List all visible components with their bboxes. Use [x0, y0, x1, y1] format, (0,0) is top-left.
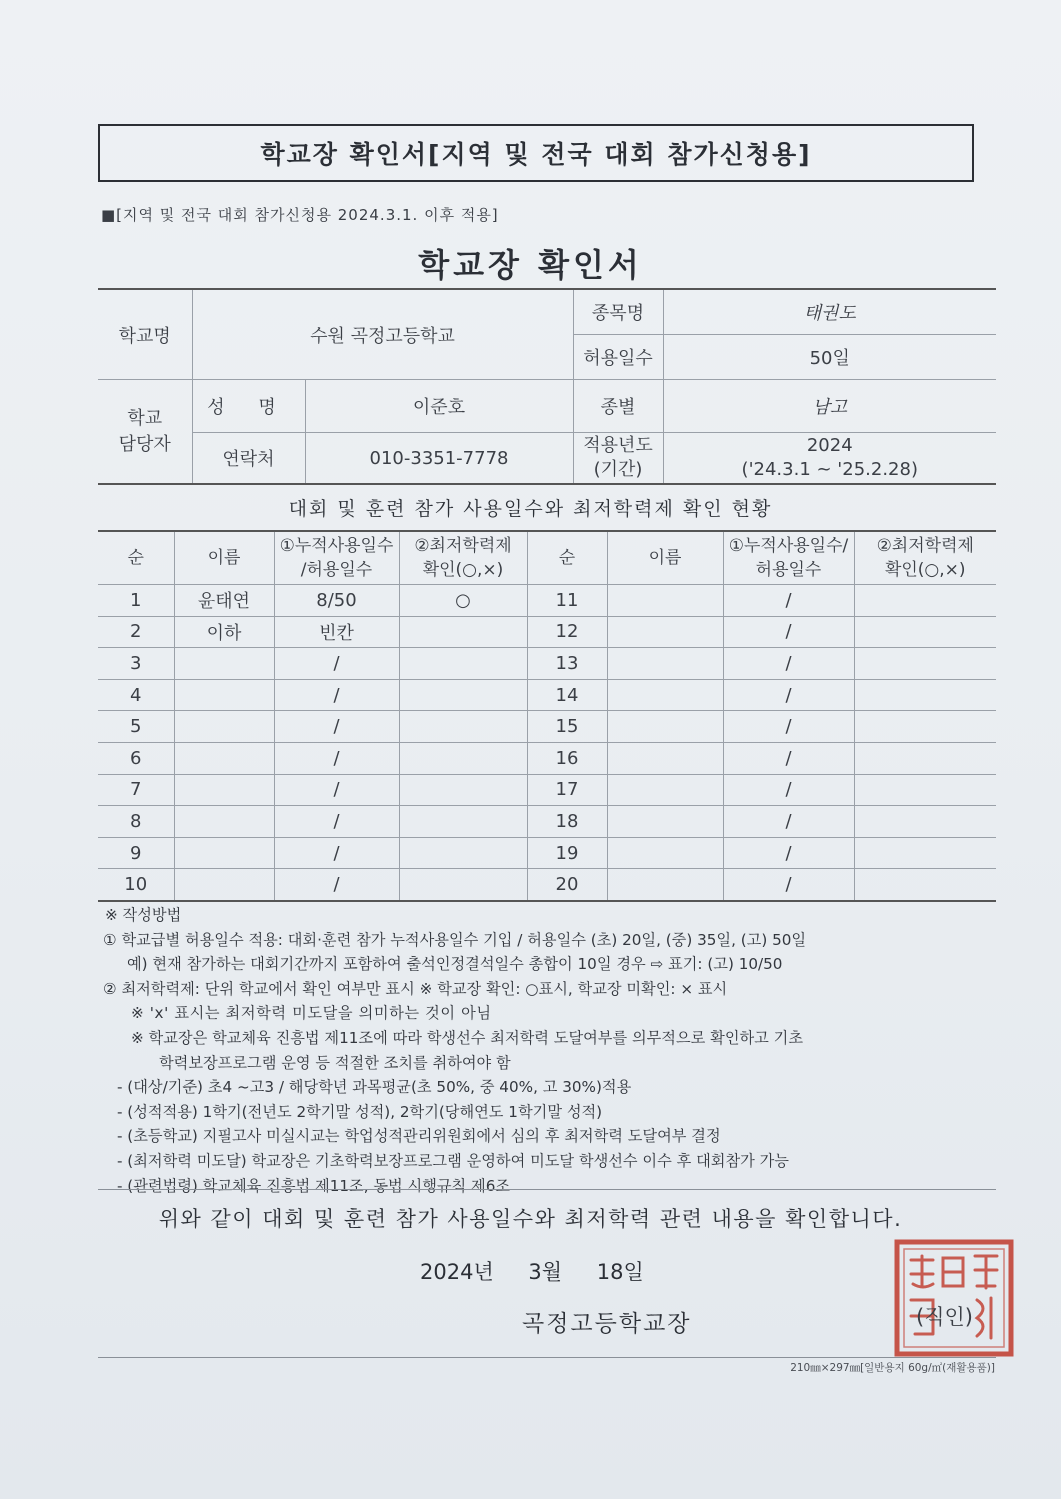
row-check: [854, 774, 996, 806]
date-month: 3월: [528, 1260, 563, 1284]
table-row: [98, 806, 996, 838]
row-days: /: [723, 616, 854, 648]
row-no: 3: [98, 648, 174, 680]
contact-label: 연락처: [192, 433, 305, 485]
row-name: [607, 774, 723, 806]
col-name-left: 이름: [174, 531, 274, 585]
col-check-left: ②최저학력제 확인(○,×): [399, 531, 527, 585]
col-no-left: 순: [98, 531, 174, 585]
row-check: [399, 869, 527, 901]
col-days-left: ①누적사용일수 /허용일수: [274, 531, 399, 585]
row-check: [399, 711, 527, 743]
row-days: /: [274, 648, 399, 680]
row-check: [399, 616, 527, 648]
row-name: [174, 742, 274, 774]
table-row: [98, 742, 996, 774]
detail-4: - (최저학력 미도달) 학교장은 기초학력보장프로그램 운영하여 미도달 학생선수 이수 후 대회참가 가능: [117, 1151, 789, 1170]
row-no: 10: [98, 869, 174, 901]
document-header-title: 학교장 확인서[지역 및 전국 대회 참가신청용]: [98, 124, 974, 182]
row-no: 11: [527, 585, 607, 617]
note-4-cont: 학력보장프로그램 운영 등 적절한 조치를 취하여야 함: [159, 1053, 511, 1072]
row-check: [399, 774, 527, 806]
table-row: [98, 648, 996, 680]
allowed-days-value: 50일: [663, 335, 996, 380]
note-2: ② 최저학력제: 단위 학교에서 확인 여부만 표시 ※ 학교장 확인: ○표시, 학교장 미확인: × 표시: [103, 979, 728, 998]
row-days: /: [274, 774, 399, 806]
instructions: [103, 903, 1003, 1198]
row-name: [174, 679, 274, 711]
row-no: 5: [98, 711, 174, 743]
row-name: [607, 585, 723, 617]
year-cell: [663, 433, 996, 485]
contact-value: 010-3351-7778: [305, 433, 573, 485]
row-no: 16: [527, 742, 607, 774]
row-days: /: [723, 679, 854, 711]
category-value: 남고: [663, 380, 996, 433]
row-days: /: [723, 742, 854, 774]
row-days: /: [274, 742, 399, 774]
row-check: [399, 806, 527, 838]
detail-1: - (대상/기준) 초4 ~고3 / 해당학년 과목평균(초 50%, 중 40%, 고 30%)적용: [117, 1078, 632, 1097]
notes-bottom-rule: [98, 1189, 996, 1190]
note-4: ※ 학교장은 학교체육 진흥법 제11조에 따라 학생선수 최저학력 도달여부를 의무적으로 확인하고 기초: [131, 1028, 804, 1047]
row-days: /: [723, 806, 854, 838]
name-value: 이준호: [305, 380, 573, 433]
row-check: [854, 679, 996, 711]
col-check-right: ②최저학력제 확인(○,×): [854, 531, 996, 585]
row-name: [607, 806, 723, 838]
seal-mark: (직인): [916, 1305, 973, 1329]
row-name: [174, 648, 274, 680]
table-row: [98, 679, 996, 711]
row-no: 1: [98, 585, 174, 617]
row-check: [854, 648, 996, 680]
row-no: 17: [527, 774, 607, 806]
row-name: [607, 711, 723, 743]
row-no: 14: [527, 679, 607, 711]
status-title: 대회 및 훈련 참가 사용일수와 최저학력제 확인 현황: [288, 498, 773, 520]
row-days: /: [723, 774, 854, 806]
row-days: /: [723, 837, 854, 869]
detail-3: - (초등학교) 지필고사 미실시교는 학업성적관리위원회에서 심의 후 최저학력 도달여부 결정: [117, 1127, 721, 1146]
row-no: 13: [527, 648, 607, 680]
principal-name: 곡정고등학교장: [522, 1311, 692, 1337]
row-check: [399, 679, 527, 711]
row-no: 19: [527, 837, 607, 869]
note-1-example: 예) 현재 참가하는 대회기간까지 포함하여 출석인정결석일수 총합이 10일 경우 ⇨ 표기: (고) 10/50: [127, 955, 783, 974]
row-no: 20: [527, 869, 607, 901]
row-check: [854, 869, 996, 901]
row-name: 윤태연: [174, 585, 274, 617]
row-check: [854, 585, 996, 617]
col-no-right: 순: [527, 531, 607, 585]
row-check: ○: [399, 585, 527, 617]
official-seal-icon: [893, 1238, 1015, 1358]
row-days: /: [274, 711, 399, 743]
row-check: [854, 616, 996, 648]
row-days: /: [723, 648, 854, 680]
row-no: 4: [98, 679, 174, 711]
row-name: [607, 648, 723, 680]
row-no: 12: [527, 616, 607, 648]
detail-2: - (성적적용) 1학기(전년도 2학기말 성적), 2학기(당해연도 1학기말 성적): [117, 1102, 603, 1121]
main-title: 학교장 확인서: [418, 246, 643, 284]
table-row: [98, 616, 996, 648]
row-check: [854, 711, 996, 743]
date-year: 2024년: [420, 1260, 494, 1284]
row-no: 2: [98, 616, 174, 648]
row-no: 15: [527, 711, 607, 743]
row-name: [607, 837, 723, 869]
row-days: /: [723, 711, 854, 743]
row-name: [607, 679, 723, 711]
detail-5: - (관련법령) 학교체육 진흥법 제11조, 동법 시행규칙 제6조: [117, 1176, 511, 1195]
row-name: [607, 616, 723, 648]
row-no: 7: [98, 774, 174, 806]
table-row: [98, 837, 996, 869]
table-row: [98, 869, 996, 901]
apply-note: ■[지역 및 전국 대회 참가신청용 2024.3.1. 이후 적용]: [101, 206, 499, 224]
row-days: /: [274, 679, 399, 711]
allowed-days-label: 허용일수: [573, 335, 663, 380]
row-check: [399, 742, 527, 774]
school-label: 학교명: [98, 289, 192, 380]
row-name: [607, 742, 723, 774]
row-name: 이하: [174, 616, 274, 648]
row-days: /: [274, 869, 399, 901]
col-name-right: 이름: [607, 531, 723, 585]
row-check: [854, 742, 996, 774]
sport-value: 태권도: [663, 289, 996, 335]
name-label: 성 명: [192, 380, 305, 433]
table-row: [98, 774, 996, 806]
date-day: 18일: [596, 1260, 644, 1284]
school-value: 수원 곡정고등학교: [192, 289, 573, 380]
row-no: 18: [527, 806, 607, 838]
row-check: [399, 837, 527, 869]
info-table: [98, 288, 996, 485]
row-check: [399, 648, 527, 680]
row-days: /: [274, 806, 399, 838]
sport-label: 종목명: [573, 289, 663, 335]
row-name: [174, 837, 274, 869]
note-1: ① 학교급별 허용일수 적용: 대회·훈련 참가 누적사용일수 기입 / 허용일수 (초) 20일, (중) 35일, (고) 50일: [103, 930, 807, 949]
period-value: ('24.3.1 ~ '25.2.28): [741, 459, 918, 480]
footer-rule: [98, 1357, 996, 1358]
col-days-right: ①누적사용일수/ 허용일수: [723, 531, 854, 585]
issue-date: [420, 1256, 672, 1286]
row-name: [607, 869, 723, 901]
year-value: 2024: [806, 435, 853, 456]
table-row: [98, 585, 996, 617]
row-name: [174, 869, 274, 901]
year-label: 적용년도 (기간): [573, 433, 663, 485]
row-name: [174, 774, 274, 806]
table-row: [98, 711, 996, 743]
row-days: 빈칸: [274, 616, 399, 648]
row-days: 8/50: [274, 585, 399, 617]
category-label: 종별: [573, 380, 663, 433]
status-table: [98, 530, 996, 902]
row-no: 6: [98, 742, 174, 774]
paper-spec: 210㎜×297㎜[일반용지 60g/㎡(재활용품)]: [790, 1362, 995, 1374]
row-days: /: [274, 837, 399, 869]
row-name: [174, 806, 274, 838]
notes-heading: ※ 작성방법: [105, 906, 182, 924]
row-days: /: [723, 869, 854, 901]
confirm-statement: 위와 같이 대회 및 훈련 참가 사용일수와 최저학력 관련 내용을 확인합니다.: [158, 1207, 903, 1231]
row-days: /: [723, 585, 854, 617]
row-check: [854, 806, 996, 838]
row-no: 9: [98, 837, 174, 869]
note-3: ※ 'x' 표시는 최저학력 미도달을 의미하는 것이 아님: [131, 1004, 492, 1023]
manager-label: 학교 담당자: [98, 380, 192, 485]
row-check: [854, 837, 996, 869]
row-no: 8: [98, 806, 174, 838]
row-name: [174, 711, 274, 743]
